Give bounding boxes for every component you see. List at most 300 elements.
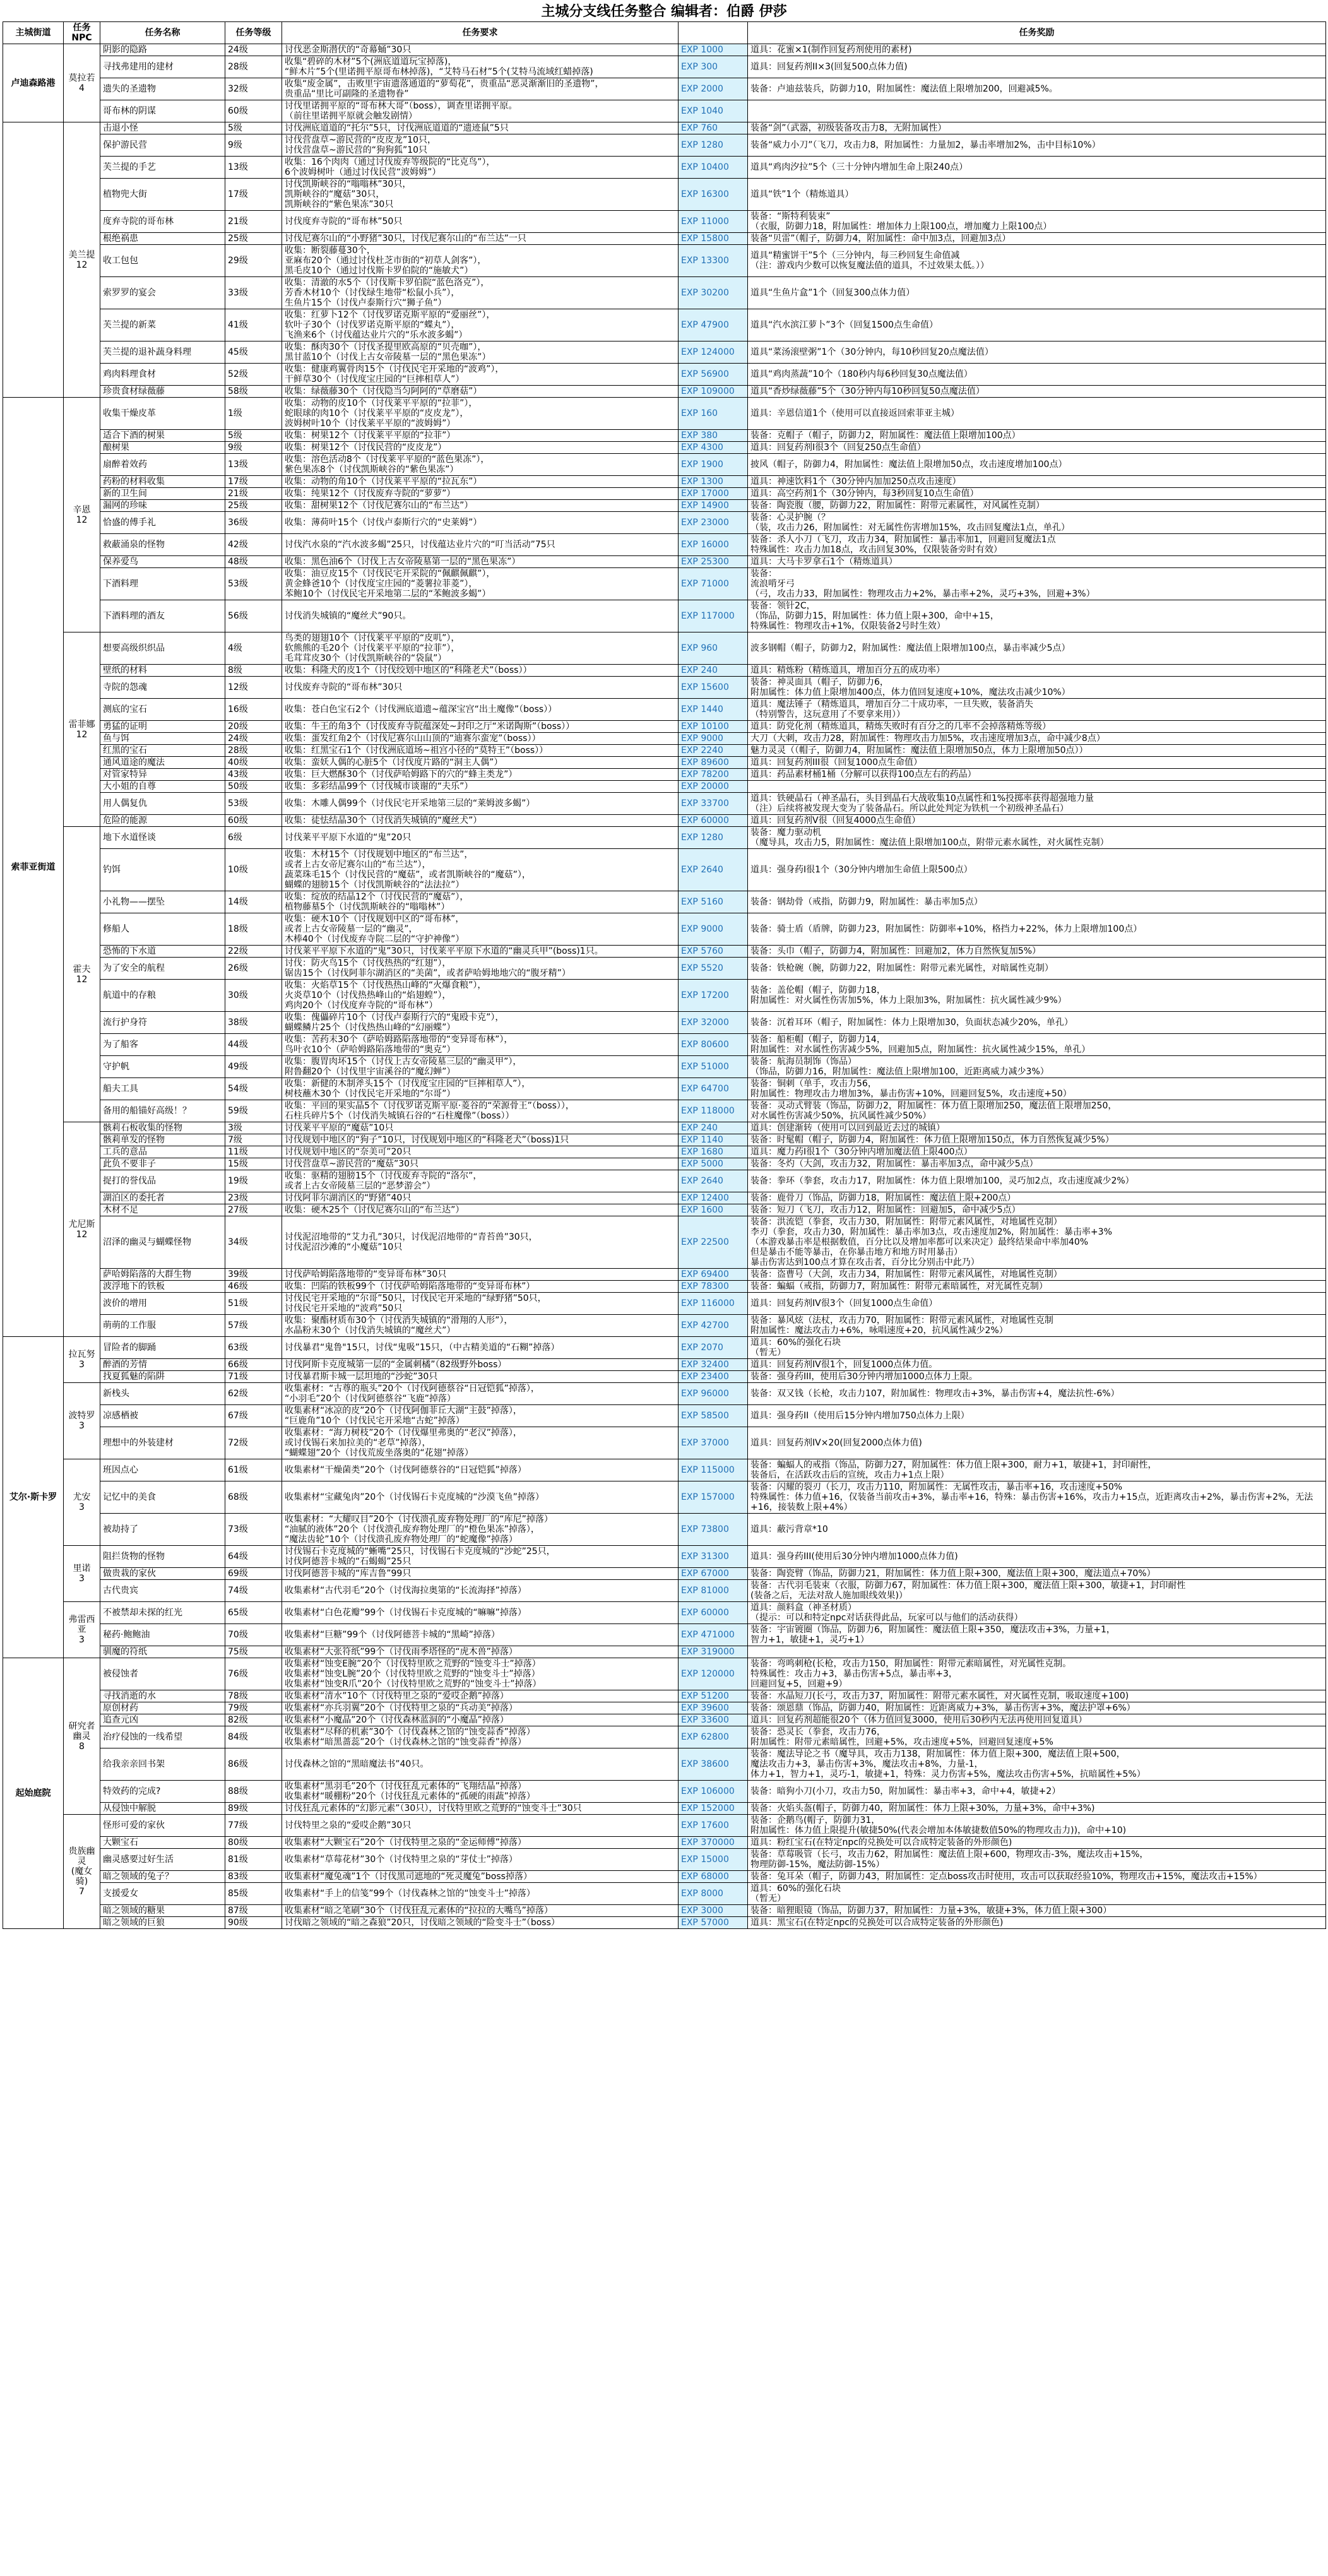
sheet-title: 主城分支线任务整合 编辑者：伯爵 伊莎 [541, 4, 787, 20]
quest-requirement-cell: 收集：动物的皮10个（讨伐莱平平原的“拉菲”）， 蛇眼球的肉10个（讨伐莱平平原的“皮皮龙”）， 波姆树叶10个（讨伐莱平平原的“波姆姆”） [282, 398, 679, 430]
table-row [3, 1100, 1326, 1122]
table-row [3, 157, 1326, 179]
quest-reward-cell: 道具“铁”1个（精炼道具） [748, 179, 1326, 211]
table-row [3, 1078, 1326, 1100]
quest-reward-cell [748, 781, 1326, 793]
table-row [3, 100, 1326, 122]
table-row [3, 1702, 1326, 1714]
quest-name-cell: 珍贵食材绿薇藤 [100, 386, 225, 398]
quest-reward-cell: 道具：神速饮料1个（30分钟内加加250点攻击速度） [748, 476, 1326, 488]
quest-exp-cell: EXP 5520 [679, 958, 748, 980]
quest-level-cell: 88级 [225, 1781, 282, 1803]
quest-level-cell: 49级 [225, 1056, 282, 1078]
quest-level-cell: 11级 [225, 1146, 282, 1158]
quest-exp-cell: EXP 124000 [679, 341, 748, 364]
quest-level-cell: 40级 [225, 757, 282, 769]
quest-reward-cell: 道具：精炼粉（精炼道具，增加百分五的成功率） [748, 665, 1326, 677]
quest-level-cell: 20级 [225, 721, 282, 733]
quest-name-cell: 为了安全的航程 [100, 958, 225, 980]
quest-requirement-cell: 收集素材“巨糖”99个（讨伐阿德菩卡城的“黑崎”掉落） [282, 1624, 679, 1646]
quest-name-cell: 骸莉单发的怪物 [100, 1134, 225, 1146]
quest-level-cell: 36级 [225, 512, 282, 534]
quest-requirement-cell: 收集素材“白色花瓣”99个（讨伐锡石卡克度城的“嘛嘛”掉落） [282, 1602, 679, 1624]
quest-requirement-cell: 收集“碧碎的木材”5个(洲底道道玩宝掉落)， “鲜木片”5个(里诺拥平原哥布林掉落)，“艾特马石材”5个(艾特马流域红蜡掉落) [282, 56, 679, 78]
quest-reward-cell: 道具“精蜜饼干”5个（三分钟内，每三秒回复生命值减 （注：游戏内少数可以恢复魔法值的道具，不过效果太低。）） [748, 245, 1326, 277]
table-row [3, 733, 1326, 745]
quest-reward-cell: 道具“生鱼片盒”1个（回复300点体力值） [748, 277, 1326, 309]
table-row [3, 632, 1326, 665]
table-row [3, 1690, 1326, 1702]
quest-name-cell: 寻找弗建用的建材 [100, 56, 225, 78]
quest-name-cell: 流行护身符 [100, 1012, 225, 1034]
quest-reward-cell: 装备：拳环（拳套，攻击力17，附加属性：体力值上限增加100，灵巧加2点，攻击速度减少2%） [748, 1170, 1326, 1192]
quest-requirement-cell: 收集：牛王的角3个（讨伐废弃寺院蕴深处~封印之厅“米诺陶斯”（boss）） [282, 721, 679, 733]
quest-name-cell: 芙兰提的退补蔬身料理 [100, 341, 225, 364]
quest-level-cell: 53级 [225, 568, 282, 600]
quest-name-cell: 鱼与饵 [100, 733, 225, 745]
quest-requirement-cell: 讨伐规划中地区的“奈美可”20只 [282, 1146, 679, 1158]
quest-requirement-cell: 讨伐洲底道道的“托尔”5只，讨伐洲底道道的“遗迹鼠”5只 [282, 122, 679, 134]
quest-name-cell: 骸莉石板收集的怪物 [100, 1122, 225, 1134]
quest-reward-cell: 魅力灵灵（（帽子，防御力4，附加属性：魔法值上限增加50点，体力上限增加50点）） [748, 745, 1326, 757]
quest-name-cell: 遗失的圣遗物 [100, 78, 225, 100]
quest-reward-cell: 装备：陶瓷臂（饰品，防御力21，附加属性：体力值上限+300，魔法值上限+300，魔法道点+70%） [748, 1568, 1326, 1580]
quest-requirement-cell: 收集：凹陷的铁板99个（讨伐萨哈姆陷落地带的“变异哥布林”） [282, 1281, 679, 1293]
quest-name-cell: 不被禁却未探的红光 [100, 1602, 225, 1624]
quest-requirement-cell: 收集素材“蚀变E腕”20个（讨伐特里欧之荒野的“蚀变斗士”掉落） 收集素材“蚀变L腕”20个（讨伐特里欧之荒野的“蚀变斗士”掉落） 收集素材“蚀变R爪”20个（讨伐特里欧之荒野的“蚀变斗士”掉落） [282, 1658, 679, 1690]
quest-exp-cell: EXP 14900 [679, 500, 748, 512]
quest-name-cell: 沼泽的幽灵与蝴蝶怪物 [100, 1216, 225, 1269]
quest-level-cell: 13级 [225, 454, 282, 476]
quest-reward-cell: 装备：颂恩鼎（饰品，防御力40，附加属性：近距离威力+3%，暴击伤害+3%，魔法护罩+6%） [748, 1702, 1326, 1714]
quest-requirement-cell: 收集：动物的角10个（讨伐莱平平原的“拉瓦东”） [282, 476, 679, 488]
city-name-cell [3, 122, 64, 398]
quest-reward-cell: 波多钢帽（帽子，防御力2，附加属性：魔法值上限增加100点，暴击率减少5点） [748, 632, 1326, 665]
table-row [3, 1646, 1326, 1658]
quest-reward-cell: 装备：灵动式臂装（饰品，防御力2，附加属性：体力值上限增加250，魔法值上限增加250， 对水属性伤害减少50%，抗风属性减少50%） [748, 1100, 1326, 1122]
quest-reward-cell: 装备：恐灵长（拳套，攻击力76， 附加属性：附带元素暗属性，回避+5%，攻击速度+5%，回避回复速度+5% [748, 1726, 1326, 1748]
quest-level-cell: 45级 [225, 341, 282, 364]
quest-requirement-cell: 收集：新健的木制斧头15个（讨伐度宝庄园的“巨摔相草人”）， 树枝蘸木30个（讨伐民宅开采地的“尔哥”） [282, 1078, 679, 1100]
quest-requirement-cell: 收集：硬木10个（讨伐规划中区的“哥布林”， 或者上古女帝陵墓一层的“幽灵”， 木棒40个（讨伐废弃寺院二层的“守护神像”） [282, 913, 679, 946]
quest-name-cell: 鸡肉料理食材 [100, 364, 225, 386]
quest-name-cell: 醉酒的芳情 [100, 1359, 225, 1371]
header-npc: 任务NPC [64, 22, 100, 44]
quest-name-cell: 植物兜大街 [100, 179, 225, 211]
quest-exp-cell: EXP 37000 [679, 1427, 748, 1459]
quest-name-cell: 寺院的怨魂 [100, 677, 225, 699]
quest-requirement-cell: 讨伐狂乱元素体的“幻影元素”（30只），讨伐特里欧之荒野的“蚀变斗士”30只 [282, 1803, 679, 1815]
quest-reward-cell: 装备：卢迪兹装兵，防御力10，附加属性：魔法值上限增加200，回避减5%。 [748, 78, 1326, 100]
quest-level-cell: 87级 [225, 1905, 282, 1917]
quest-reward-cell: 披风（帽子，防御力4，附加属性：魔法值上限增加50点，攻击速度增加100点） [748, 454, 1326, 476]
npc-name-cell: 尤安 3 [64, 1459, 100, 1546]
quest-exp-cell: EXP 17600 [679, 1815, 748, 1837]
quest-requirement-cell: 收集：木材15个（讨伐规划中地区的“布兰达”， 或者上古女帝尼赛尔山的“布兰达”）， 蔬菜珠毛15个（讨伐民营的“魔菇”，或者凯斯峡谷的“魔菇”）， 蝴蝶的翅膀15个（讨伐凯斯峡谷的“法法拉”） [282, 849, 679, 891]
quest-exp-cell: EXP 64700 [679, 1078, 748, 1100]
quest-name-cell: 被劫持了 [100, 1514, 225, 1546]
quest-reward-cell: 装备：魔力驱动机 （魔导具，攻击力5，附加属性：魔法值上限增加100点，附带元素水属性，对火属性克制） [748, 827, 1326, 849]
quest-name-cell: 扇醉着效药 [100, 454, 225, 476]
quest-name-cell: 芙兰提的手艺 [100, 157, 225, 179]
quest-level-cell: 44级 [225, 1034, 282, 1056]
table-row [3, 1459, 1326, 1481]
quest-level-cell: 50级 [225, 781, 282, 793]
table-row [3, 913, 1326, 946]
table-row [3, 1293, 1326, 1315]
table-row [3, 398, 1326, 430]
quest-exp-cell: EXP 117000 [679, 600, 748, 632]
quest-exp-cell: EXP 1140 [679, 1134, 748, 1146]
quest-reward-cell: 装备：领针2C， （饰品，防御力15，附加属性：体力值上限+300，命中+15， 特殊属性：物理攻击+1%，仅限装备2号时生效） [748, 600, 1326, 632]
quest-reward-cell: 道具：黑宝石(在特定npc的兑换处可以合成特定装备的外形颜色) [748, 1917, 1326, 1929]
table-row [3, 665, 1326, 677]
npc-name-cell: 弗雷西亚 3 [64, 1602, 100, 1658]
quest-name-cell: 特效药的完成? [100, 1781, 225, 1803]
quest-level-cell: 24级 [225, 44, 282, 56]
quest-reward-cell: 道具：回复药剂IV很1个，回复1000点体力值。 [748, 1359, 1326, 1371]
quest-reward-cell: 道具“鸡肉蒸蔬”10个（180秒内每6秒回复30点魔法值） [748, 364, 1326, 386]
quest-exp-cell: EXP 89600 [679, 757, 748, 769]
quest-exp-cell: EXP 319000 [679, 1646, 748, 1658]
quest-reward-cell: 道具“鸡肉汐拉”5个（三十分钟内增加生命上限240点） [748, 157, 1326, 179]
quest-level-cell: 73级 [225, 1514, 282, 1546]
quest-exp-cell: EXP 38600 [679, 1748, 748, 1781]
quest-reward-cell: 道具“汽水滨江萝卜”3个（回复1500点生命值） [748, 309, 1326, 341]
table-row [3, 386, 1326, 398]
quest-exp-cell: EXP 2640 [679, 849, 748, 891]
quest-requirement-cell: 收集素材“小魔晶”20个（讨伐森林蓝洞的“小魔晶”掉落） [282, 1714, 679, 1726]
table-row [3, 827, 1326, 849]
table-row [3, 134, 1326, 157]
quest-requirement-cell: 收集：绿薇藤30个（讨伐隐当匀阿阿的“草磨菇”） [282, 386, 679, 398]
quest-reward-cell: 装备：陶瓷腹（腰，防御力22，附加属性：附带元素属性，对风属性克制） [748, 500, 1326, 512]
quest-reward-cell: 装备：杀人小刀（飞刀，攻击力34，附加属性：暴击率加1，回避回复魔法1点 特殊属性：攻击力加18点，攻击回复30%，仅限装备旁时有效） [748, 534, 1326, 556]
quest-exp-cell: EXP 25300 [679, 556, 748, 568]
quest-level-cell: 9级 [225, 442, 282, 454]
table-row [3, 512, 1326, 534]
quest-level-cell: 79级 [225, 1702, 282, 1714]
quest-exp-cell: EXP 96000 [679, 1383, 748, 1405]
city-name-cell: 索菲亚街道 [3, 398, 64, 1337]
quest-reward-cell: 道具：花蜜×1(制作回复药剂使用的素材) [748, 44, 1326, 56]
quest-requirement-cell: 收集：科隆犬的皮1个（讨伐绞划中地区的“科隆老犬”（boss）） [282, 665, 679, 677]
quest-name-cell: 漏网的珍味 [100, 500, 225, 512]
quest-exp-cell: EXP 68000 [679, 1871, 748, 1883]
quest-exp-cell: EXP 1040 [679, 100, 748, 122]
quest-reward-cell: 装备：心灵护腕（？ （装，攻击力26，附加属性：对无属性伤害增加15%，攻击回复魔法1点，单孔） [748, 512, 1326, 534]
quest-name-cell: 捉打的誉伐品 [100, 1170, 225, 1192]
quest-level-cell: 71级 [225, 1371, 282, 1383]
quest-exp-cell: EXP 3000 [679, 1905, 748, 1917]
table-row [3, 476, 1326, 488]
quest-level-cell: 83级 [225, 1871, 282, 1883]
table-row [3, 1337, 1326, 1359]
quest-reward-cell: 装备：宇宙镀圈（饰品，防御力6，附加属性：魔法值上限+350，魔法攻击+3%，力量+1， 智力+1，敏捷+1，灵巧+1） [748, 1624, 1326, 1646]
quest-exp-cell: EXP 1900 [679, 454, 748, 476]
quest-exp-cell: EXP 120000 [679, 1658, 748, 1690]
quest-name-cell: 凉感栖被 [100, 1405, 225, 1427]
quest-level-cell: 39级 [225, 1269, 282, 1281]
quest-name-cell: 击退小怪 [100, 122, 225, 134]
table-row [3, 1405, 1326, 1427]
quest-exp-cell: EXP 1300 [679, 476, 748, 488]
quest-level-cell: 70级 [225, 1624, 282, 1646]
quest-level-cell: 29级 [225, 245, 282, 277]
quest-name-cell: 阴影的隐路 [100, 44, 225, 56]
quest-exp-cell: EXP 78200 [679, 769, 748, 781]
quest-name-cell: 理想中的外装建材 [100, 1427, 225, 1459]
quest-reward-cell: 装备：头巾（帽子，防御力4，附加属性：回避加2，体力自然恢复加5%） [748, 946, 1326, 958]
quest-level-cell: 32级 [225, 78, 282, 100]
quest-exp-cell: EXP 960 [679, 632, 748, 665]
table-row [3, 56, 1326, 78]
quest-name-cell: 做贵栽的家伙 [100, 1568, 225, 1580]
quest-requirement-cell: 收集：巨大燃酥30个（讨伐萨哈姆路下的穴的“蜂主类龙”） [282, 769, 679, 781]
quest-exp-cell: EXP 67000 [679, 1568, 748, 1580]
table-row [3, 488, 1326, 500]
table-row [3, 677, 1326, 699]
quest-exp-cell: EXP 116000 [679, 1293, 748, 1315]
quest-requirement-cell: 讨伐暗之领域的“暗之森狼”20只，讨伐暗之领域的“险变斗士”（boss） [282, 1917, 679, 1929]
quest-requirement-cell: 收集素材：“海力树枝”20个（讨伐爆里弗奥的“老汉”掉落）， 或讨伐锡石来加拉美的“老草”掉落）， “蝴蝶翅”20个（讨伐荒废坐落奥的“花翅”掉落） [282, 1427, 679, 1459]
quest-requirement-cell: 收集：红黑宝石1个（讨伐洲底道场~祖宫小径的“莫特王”（boss）） [282, 745, 679, 757]
quest-reward-cell: 装备：船柜帽（帽子，防御力14， 附加属性：对水属性伤害减少5%，回避加5点，附加属性：抗火属性减少15%，单孔） [748, 1034, 1326, 1056]
quest-name-cell: 冒险者的脚踊 [100, 1337, 225, 1359]
quest-name-cell: 测底的宝石 [100, 699, 225, 721]
quest-name-cell: 收工包包 [100, 245, 225, 277]
quest-name-cell: 班因点心 [100, 1459, 225, 1481]
table-row [3, 1359, 1326, 1371]
quest-requirement-cell: 收集：清澈的水5个（讨伐斯卡罗伯院“蓝色洛克”）， 芳香木材10个（讨伐绿生地带“松鼠小兵”）， 生鱼片15个（讨伐卢泰斯行穴“狮子鱼”） [282, 277, 679, 309]
quest-name-cell: 救蔽涌泉的怪物 [100, 534, 225, 556]
table-row [3, 1726, 1326, 1748]
quest-requirement-cell: 收集素材“古代羽毛”20个（讨伐海拉奥第的“长流海择”掉落） [282, 1580, 679, 1602]
quest-requirement-cell: 讨伐民宅开采地的“尔哥”50只，讨伐民宅开采地的“绿野猪”50只， 讨伐民宅开采地的“波鸡”50只 [282, 1293, 679, 1315]
quest-exp-cell: EXP 2640 [679, 1170, 748, 1192]
quest-level-cell: 3级 [225, 1122, 282, 1134]
quest-requirement-cell: 收集：蛮妖人偶的心脏5个（讨伐度片路的“洞主人偶”） [282, 757, 679, 769]
quest-name-cell: 红黑的宝石 [100, 745, 225, 757]
quest-name-cell: 波价的增用 [100, 1293, 225, 1315]
table-row [3, 699, 1326, 721]
quest-reward-cell [748, 1646, 1326, 1658]
quest-reward-cell: 装备：洪流铠（拳套，攻击力30，附加属性：附带元素风属性，对地属性克制） 李刃（拳套，攻击力30，附加属性：暴击率加3点，攻击速度加2%，附加属性：暴击率+3% （本游戏暴击率是根据数值，百分比以及增加率都可以来决定）最终结果命中率加40% 但是暴击不能等暴击，在你暴击地方和地方时用暴击） 暴击伤害达到100点才算在攻击者，百分比分别击中此乃） [748, 1216, 1326, 1269]
quest-exp-cell: EXP 69400 [679, 1269, 748, 1281]
quest-level-cell: 68级 [225, 1481, 282, 1514]
quest-requirement-cell: 讨伐废弃寺院的“哥布林”30只 [282, 677, 679, 699]
table-row [3, 1371, 1326, 1383]
quest-reward-cell: 道具：强身药II（使用后15分钟内增加750点体力上限） [748, 1405, 1326, 1427]
table-row [3, 1580, 1326, 1602]
quest-exp-cell: EXP 9000 [679, 913, 748, 946]
quest-requirement-cell: 收集素材“手上的信笺”99个（讨伐森林之馆的“蚀变斗士”掉落） [282, 1883, 679, 1905]
quest-name-cell: 从侵蚀中解脱 [100, 1803, 225, 1815]
quest-requirement-cell: 讨伐汽水泉的“汽水波多蝎”25只，讨伐蕴达业片穴的“叮当活动”75只 [282, 534, 679, 556]
quest-requirement-cell: 收集：薄荷叶15个（讨伐卢泰斯行穴的“史莱姆”） [282, 512, 679, 534]
quest-requirement-cell: 收集：甜树果12个（讨伐尼赛尔山的“布兰达”） [282, 500, 679, 512]
quest-requirement-cell: 收集：聚酯材质布30个（讨伐消失城镇的“滑翔的人形”）， 水晶粉末30个（讨伐消失城镇的“魔丝犬”） [282, 1315, 679, 1337]
quest-requirement-cell: 收集：苍白色宝石2个（讨伐洲底道遗~蕴深宝宫“出土魔像”（boss）） [282, 699, 679, 721]
quest-level-cell: 16级 [225, 699, 282, 721]
quest-exp-cell: EXP 80600 [679, 1034, 748, 1056]
table-row [3, 1815, 1326, 1837]
table-row [3, 1122, 1326, 1134]
table-row [3, 891, 1326, 913]
quest-exp-cell: EXP 23400 [679, 1371, 748, 1383]
quest-requirement-cell: 收集：树果12个（讨伐莱平平原的“拉菲”） [282, 430, 679, 442]
header-quest-name: 任务名称 [100, 22, 225, 44]
quest-sheet [3, 3, 1325, 1929]
quest-name-cell: 湖泊区的委托者 [100, 1192, 225, 1204]
header-quest-requirement: 任务要求 [282, 22, 679, 44]
quest-reward-cell: 装备“剑”（武器，初级装备攻击力8，无附加属性） [748, 122, 1326, 134]
quest-reward-cell: 装备：兔耳朵（帽子，防御力43，附加属性：定点boss攻击时使用，攻击可以获取经验10%，物理攻击+15%，魔法攻击+15%） [748, 1871, 1326, 1883]
quest-requirement-cell: 鸟类的翅翅10个（讨伐莱平平原的“皮叽”）， 软熊熊的毛20个（讨伐莱平平原的“拉菲”）， 毛茸茸皮30个（讨伐凯斯峡谷的“袋鼠”） [282, 632, 679, 665]
quest-reward-cell: 道具：粉红宝石(在特定npc的兑换处可以合成特定装备的外形颜色) [748, 1837, 1326, 1849]
quest-reward-cell: 装备：沉着耳环（帽子，附加属性：体力上限增加30，负面状态减少20%，单孔） [748, 1012, 1326, 1034]
quest-level-cell: 72级 [225, 1427, 282, 1459]
quest-exp-cell: EXP 12400 [679, 1192, 748, 1204]
quest-level-cell: 34级 [225, 1216, 282, 1269]
quest-reward-cell: 道具：强身药I很1个（30分钟内增加生命值上限500点） [748, 849, 1326, 891]
quest-level-cell: 57级 [225, 1315, 282, 1337]
quest-level-cell: 74级 [225, 1580, 282, 1602]
quest-level-cell: 65级 [225, 1602, 282, 1624]
quest-exp-cell: EXP 15600 [679, 677, 748, 699]
quest-name-cell: 勇猛的证明 [100, 721, 225, 733]
quest-level-cell: 90级 [225, 1917, 282, 1929]
quest-requirement-cell: 收集“废金属”，击败里宇宙遗落通道的“萝萄花”，贵重品“恶灵渐渐旧的圣遗物”， 贵重品“里比可副隆的圣遗物眷” [282, 78, 679, 100]
quest-requirement-cell: 收集：健康鸡翼骨肉15个（讨伐民宅开采地的“波鸡”）， 干鲜草30个（讨伐度宝庄园的“巨摔相草人”） [282, 364, 679, 386]
table-row [3, 309, 1326, 341]
quest-name-cell: 通风道途的魔法 [100, 757, 225, 769]
quest-level-cell: 22级 [225, 946, 282, 958]
table-row [3, 568, 1326, 600]
quest-requirement-cell: 讨伐森林之馆的“黑暗魔法书”40只。 [282, 1748, 679, 1781]
quest-exp-cell: EXP 22500 [679, 1216, 748, 1269]
quest-requirement-cell: 讨伐阿菲尔湖消区的“野猪”40只 [282, 1192, 679, 1204]
npc-name-cell: 贵族幽灵 (魔女骑) 7 [64, 1815, 100, 1929]
quest-level-cell: 77级 [225, 1815, 282, 1837]
quest-reward-cell: 装备：航海员制饰（饰品） （饰品，防御力16，附加属性：魔法值上限增加100，近距离威力减少3%） [748, 1056, 1326, 1078]
quest-name-cell: 原创材药 [100, 1702, 225, 1714]
table-row [3, 1158, 1326, 1170]
quest-reward-cell: 道具：回复药剂I很3个（回复250点生命值） [748, 442, 1326, 454]
quest-reward-cell: 大刀（大刺，攻击力28，附加属性：物理攻击力加5%，攻击速度增加3点，命中减少8点） [748, 733, 1326, 745]
table-row [3, 341, 1326, 364]
quest-reward-cell: 道具：60%的强化石块 （暂无） [748, 1337, 1326, 1359]
quest-requirement-cell: 收集：硬木25个（讨伐尼赛尔山的“布兰达”） [282, 1204, 679, 1216]
quest-exp-cell: EXP 8000 [679, 1883, 748, 1905]
quest-name-cell: 航道中的存粮 [100, 980, 225, 1012]
quest-exp-cell: EXP 109000 [679, 386, 748, 398]
quest-name-cell: 驯魔的符纸 [100, 1646, 225, 1658]
quest-level-cell: 28级 [225, 745, 282, 757]
quest-reward-cell: 道具：高空药剂1个（30分钟内，每3秒回复10点生命值） [748, 488, 1326, 500]
quest-exp-cell: EXP 9000 [679, 733, 748, 745]
quest-requirement-cell: 讨伐规划中地区的“狗子”10只，讨伐规划中地区的“科隆老犬”（boss)1只 [282, 1134, 679, 1146]
table-row [3, 1481, 1326, 1514]
quest-name-cell: 寻找消逝的水 [100, 1690, 225, 1702]
quest-exp-cell: EXP 31300 [679, 1546, 748, 1568]
quest-reward-cell: 装备：强身药III，使用后30分钟内增加1000点体力上限。 [748, 1371, 1326, 1383]
quest-level-cell: 4级 [225, 632, 282, 665]
quest-level-cell: 18级 [225, 913, 282, 946]
table-row [3, 1170, 1326, 1192]
table-row [3, 1602, 1326, 1624]
quest-name-cell: 保护游民营 [100, 134, 225, 157]
quest-requirement-cell: 讨伐特里之泉的“爱哎企鹅”30只 [282, 1815, 679, 1837]
quest-exp-cell: EXP 10100 [679, 721, 748, 733]
quest-level-cell: 14级 [225, 891, 282, 913]
quest-exp-cell: EXP 23000 [679, 512, 748, 534]
quest-level-cell: 75级 [225, 1646, 282, 1658]
quest-level-cell: 60级 [225, 100, 282, 122]
quest-requirement-cell: 收集：树果12个（讨伐民营的“皮皮龙”） [282, 442, 679, 454]
quest-level-cell: 21级 [225, 488, 282, 500]
quest-reward-cell: 装备：蝙蝠（戒指，防御力7，附加属性：附带元素暗属性，对光属性克制） [748, 1281, 1326, 1293]
quest-reward-cell: 装备：魔法导论之书（魔导具，攻击力138，附加属性：体力值上限+300，魔法值上限+500， 魔法攻击力+3，暴击伤害+3%，魔法攻击+8%，力量-1， 体力+1，智力+1，灵巧-1，敏捷+1，特殊：灵力伤害+5%，魔法攻击伤害+5%，抗暗属性+5%） [748, 1748, 1326, 1781]
quest-name-cell: 危险的能源 [100, 815, 225, 827]
quest-level-cell: 12级 [225, 677, 282, 699]
table-row [3, 980, 1326, 1012]
quest-name-cell: 船夫工具 [100, 1078, 225, 1100]
quest-reward-cell: 装备：水晶短刀(长弓，攻击力37，附加属性：附带元素水属性，对火属性克制，吸取速度+100) [748, 1690, 1326, 1702]
quest-reward-cell: 装备：暴风炫（法杖，攻击力70，附加属性：附带元素风属性，对地属性克制 附加属性：魔法攻击力+6%，咏唱速度+20，抗风属性减少2%） [748, 1315, 1326, 1337]
table-row [3, 364, 1326, 386]
header-row [3, 22, 1326, 44]
quest-level-cell: 24级 [225, 733, 282, 745]
quest-reward-cell: 道具：创建渐转（使用可以回到最近去过的城镇） [748, 1122, 1326, 1134]
quest-name-cell: 大小姐的自尊 [100, 781, 225, 793]
quest-name-cell: 小礼物——摆坠 [100, 891, 225, 913]
quest-requirement-cell: 收集：纯果12个（讨伐废弃寺院的“萝萝”） [282, 488, 679, 500]
quest-exp-cell: EXP 380 [679, 430, 748, 442]
quest-name-cell: 壁纸的材料 [100, 665, 225, 677]
quest-level-cell: 19级 [225, 1170, 282, 1192]
quest-level-cell: 86级 [225, 1748, 282, 1781]
quest-reward-cell: 道具：回复药剂IV×20(回复2000点体力值) [748, 1427, 1326, 1459]
quest-requirement-cell: 收集：木雕人偶99个（讨伐民宅开采地第三层的“莱姆波多蝎”） [282, 793, 679, 815]
quest-exp-cell: EXP 60000 [679, 1602, 748, 1624]
quest-level-cell: 59级 [225, 1100, 282, 1122]
quest-exp-cell: EXP 240 [679, 665, 748, 677]
table-row [3, 1624, 1326, 1646]
quest-name-cell: 支援爱女 [100, 1883, 225, 1905]
quest-exp-cell: EXP 51000 [679, 1056, 748, 1078]
quest-level-cell: 38级 [225, 1012, 282, 1034]
table-row [3, 1315, 1326, 1337]
table-row [3, 211, 1326, 233]
quest-level-cell: 17级 [225, 476, 282, 488]
quest-level-cell: 53级 [225, 793, 282, 815]
quest-reward-cell: 道具：颜料盒（神圣材质） （提示：可以和特定npc对话获得此品，玩家可以与他们的活动获得） [748, 1602, 1326, 1624]
npc-name-cell: 里诺 3 [64, 1546, 100, 1602]
quest-requirement-cell: 收集素材：“大耀叹目”20个（讨伐溃孔废弃物处理厂的“库尼”掉落） “油腻的液体”20个（讨伐溃孔废弃物处理厂的“橙色果冻”掉落）， “魔法齿轮”10个（讨伐溃孔废弃物处理厂的“蛇魔像”掉落） [282, 1514, 679, 1546]
quest-name-cell: 萨哈姆陷落的大群生物 [100, 1269, 225, 1281]
quest-name-cell: 收集干燥皮革 [100, 398, 225, 430]
quest-name-cell: 给我亲亲回书架 [100, 1748, 225, 1781]
quest-requirement-cell: 收集：断裂藤蔓30个， 亚麻布20个（通过讨伐杜芝市街的“初草人剑客”）， 黑毛皮10个（通过讨伐斯卡罗伯院的“施敏犬”） [282, 245, 679, 277]
table-row [3, 1748, 1326, 1781]
quest-reward-cell: 装备：古代羽毛装束（衣服，防御力67，附加属性：体力值上限+300，魔法值上限+300，敏捷+1，封印耐性 (装备之后，无法对敌人施加眼线效果)） [748, 1580, 1326, 1602]
header-city: 主城街道 [3, 22, 64, 44]
quest-exp-cell: EXP 62800 [679, 1726, 748, 1748]
quest-requirement-cell: 讨伐锡石卡克度城的“蜥嘴”25只，讨伐锡石卡克度城的“沙蛇”25只， 讨伐阿德菩卡城的“石蝎蝎”25只 [282, 1546, 679, 1568]
quest-requirement-cell: 讨伐暴君“鬼鲁"15只，讨伐“鬼吸”15只，（中古精美道的“石糊”掉落） [282, 1337, 679, 1359]
quest-exp-cell: EXP 760 [679, 122, 748, 134]
